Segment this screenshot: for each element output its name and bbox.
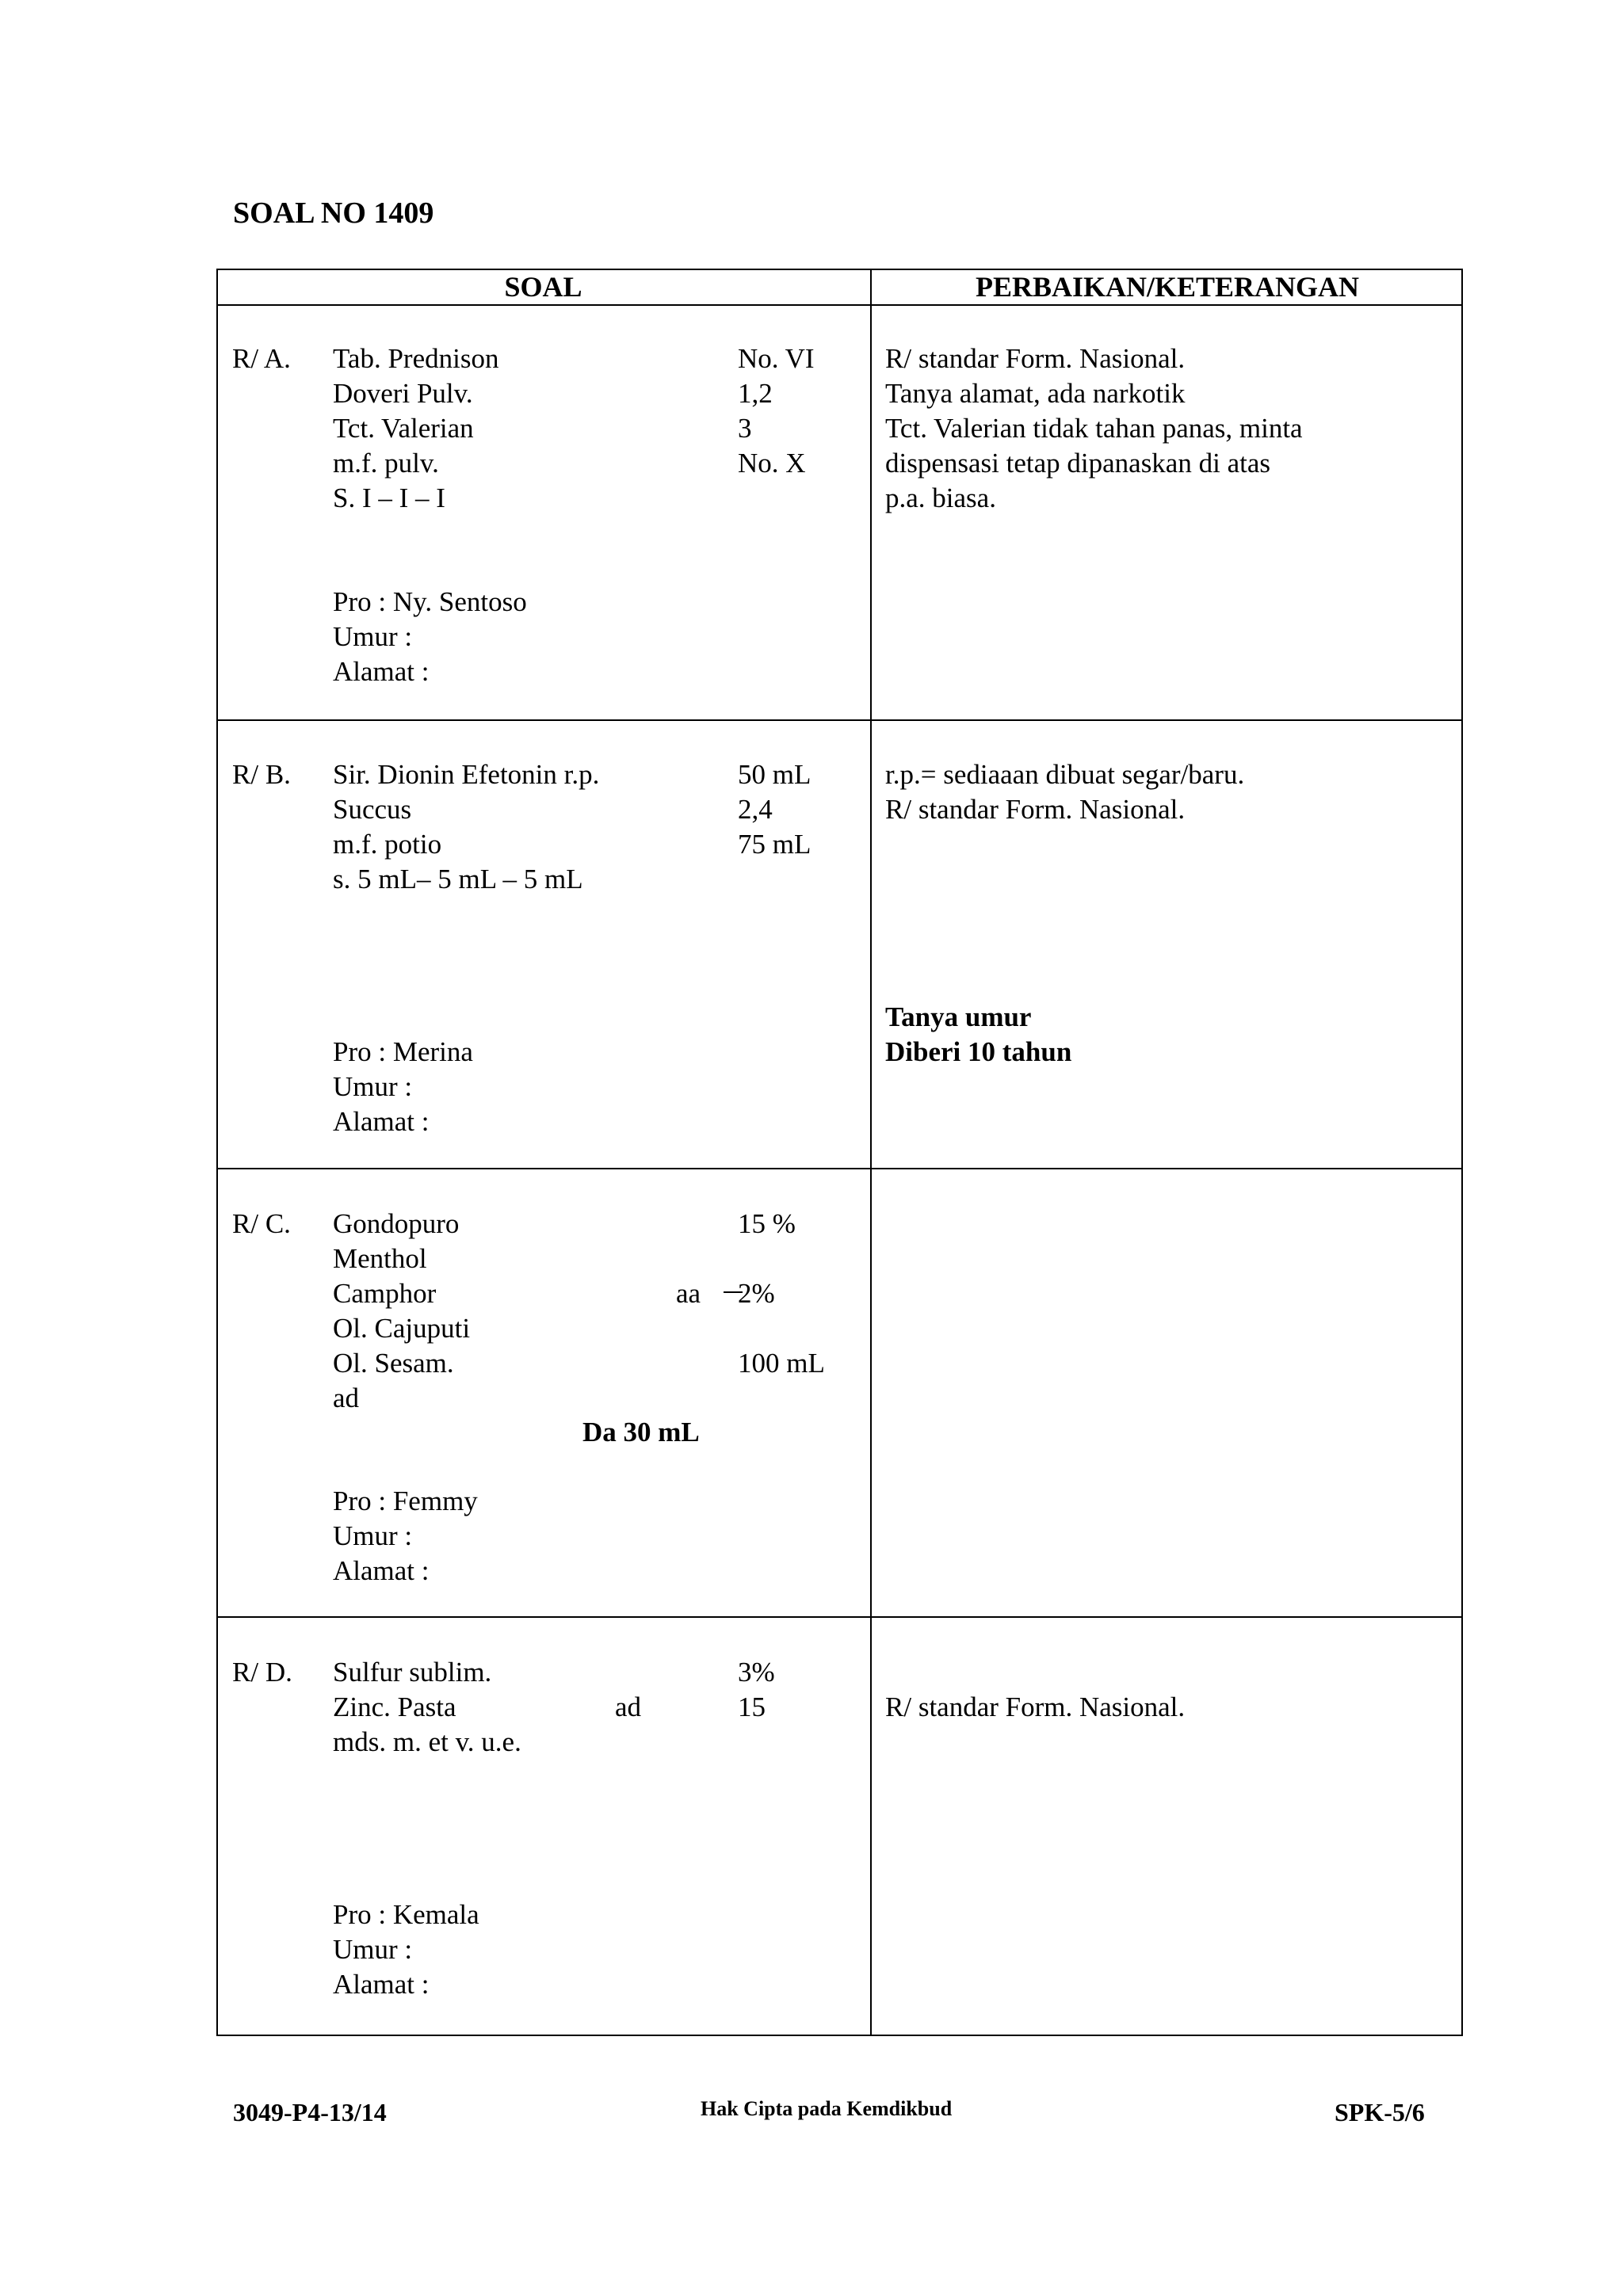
row-c-aa: aa (676, 1278, 701, 1309)
row-b-qty: 2,4 (738, 794, 773, 825)
row-c-umur: Umur : (333, 1520, 413, 1551)
row-c-item: Camphor (333, 1278, 437, 1309)
row-divider-c (216, 1616, 1463, 1618)
row-c-qty: 100 mL (738, 1348, 825, 1379)
row-d-item: Sulfur sublim. (333, 1657, 492, 1688)
footer-page: SPK-5/6 (1335, 2098, 1425, 2126)
header-soal: SOAL (504, 271, 582, 303)
row-a-item: S. I – I – I (333, 482, 445, 513)
row-c-item: ad (333, 1383, 360, 1413)
row-b-item: s. 5 mL– 5 mL – 5 mL (333, 864, 583, 894)
row-d-item: mds. m. et v. u.e. (333, 1726, 521, 1757)
row-d-qty: 15 (738, 1691, 766, 1722)
row-c-item: Gondopuro (333, 1208, 460, 1239)
row-c-pro: Pro : Femmy (333, 1486, 478, 1516)
row-d-ad: ad (615, 1691, 642, 1722)
row-c-item: Ol. Cajuputi (333, 1313, 471, 1344)
row-divider-a (216, 719, 1463, 721)
row-c-label: R/ C. (232, 1208, 291, 1239)
prescription-table (216, 269, 1463, 2036)
row-a-pro: Pro : Ny. Sentoso (333, 586, 527, 617)
row-d-qty: 3% (738, 1657, 775, 1688)
column-divider (870, 269, 872, 2036)
row-b-item: m.f. potio (333, 829, 442, 860)
row-a-note: Tanya alamat, ada narkotik (885, 378, 1186, 409)
row-c-item: Ol. Sesam. (333, 1348, 454, 1379)
row-a-qty: No. X (738, 448, 806, 479)
row-d-note: R/ standar Form. Nasional. (885, 1691, 1186, 1722)
row-a-alamat: Alamat : (333, 656, 430, 687)
footer-copyright: Hak Cipta pada Kemdikbud (701, 2097, 953, 2120)
row-a-item: Tct. Valerian (333, 413, 474, 444)
row-a-note: dispensasi tetap dipanaskan di atas (885, 448, 1270, 479)
row-a-qty: No. VI (738, 343, 815, 374)
row-a-qty: 3 (738, 413, 752, 444)
row-b-note-bold: Tanya umur (885, 1001, 1032, 1032)
row-b-note-bold: Diberi 10 tahun (885, 1036, 1072, 1067)
row-a-label: R/ A. (232, 343, 291, 374)
row-c-qty: 2% (738, 1278, 775, 1309)
row-d-alamat: Alamat : (333, 1969, 430, 2000)
row-a-note: p.a. biasa. (885, 482, 996, 513)
row-divider-b (216, 1168, 1463, 1169)
row-b-label: R/ B. (232, 759, 291, 790)
row-c-qty: 15 % (738, 1208, 796, 1239)
row-c-da: Da 30 mL (582, 1417, 700, 1447)
row-a-qty: 1,2 (738, 378, 773, 409)
row-a-note: Tct. Valerian tidak tahan panas, minta (885, 413, 1303, 444)
header-perbaikan: PERBAIKAN/KETERANGAN (975, 271, 1360, 303)
row-b-item: Sir. Dionin Efetonin r.p. (333, 759, 600, 790)
row-b-item: Succus (333, 794, 412, 825)
row-b-note: r.p.= sediaaan dibuat segar/baru. (885, 759, 1245, 790)
row-a-item: m.f. pulv. (333, 448, 439, 479)
row-a-item: Tab. Prednison (333, 343, 499, 374)
row-a-item: Doveri Pulv. (333, 378, 473, 409)
row-c-item: Menthol (333, 1243, 427, 1274)
row-d-item: Zinc. Pasta (333, 1691, 456, 1722)
row-d-label: R/ D. (232, 1657, 292, 1688)
row-b-qty: 50 mL (738, 759, 812, 790)
row-d-pro: Pro : Kemala (333, 1899, 479, 1930)
row-b-note: R/ standar Form. Nasional. (885, 794, 1186, 825)
row-b-pro: Pro : Merina (333, 1036, 473, 1067)
row-d-umur: Umur : (333, 1934, 413, 1965)
row-a-note: R/ standar Form. Nasional. (885, 343, 1186, 374)
row-b-umur: Umur : (333, 1071, 413, 1102)
footer-code: 3049-P4-13/14 (233, 2098, 387, 2126)
row-b-qty: 75 mL (738, 829, 812, 860)
page-title: SOAL NO 1409 (233, 196, 434, 230)
row-c-alamat: Alamat : (333, 1555, 430, 1586)
row-b-alamat: Alamat : (333, 1106, 430, 1137)
row-a-umur: Umur : (333, 621, 413, 652)
